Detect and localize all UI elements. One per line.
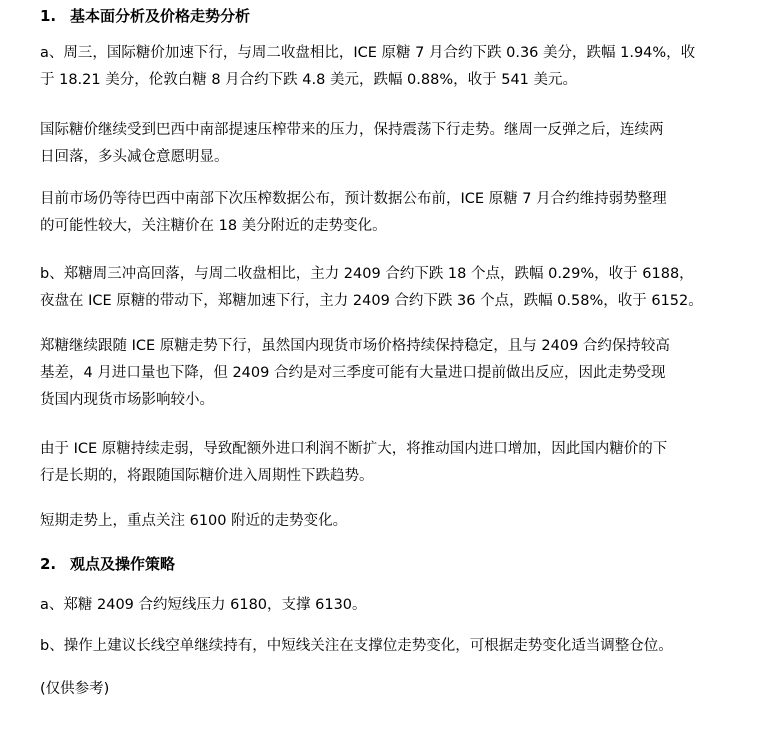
section-heading-1: [40, 4, 250, 28]
section-heading-2: [40, 552, 175, 576]
text-line: 基差，4 月进口量也下降，但 2409 合约是对三季度可能有大量进口提前做出反应，因此走势受现: [40, 365, 666, 381]
paragraph-short-term: [40, 508, 730, 535]
section-title: 基本面分析及价格走势分析: [70, 7, 251, 25]
text-line: 夜盘在 ICE 原糖的带动下，郑糖加速下行，主力 2409 合约下跌 36 个点，跌幅 0.58%，收于 6152。: [40, 293, 703, 309]
paragraph-ice-sugar-summary: [40, 40, 730, 94]
text-line: 郑糖继续跟随 ICE 原糖走势下行，虽然国内现货市场价格持续保持稳定，且与 2409 合约保持较高: [40, 338, 670, 354]
paragraph-domestic-basis: [40, 333, 730, 414]
paragraph-market-outlook: [40, 186, 730, 240]
paragraph-zhengzhou-sugar: [40, 261, 730, 315]
text-line: b、郑糖周三冲高回落，与周二收盘相比，主力 2409 合约下跌 18 个点，跌幅 0.29%，收于 6188，: [40, 266, 694, 282]
text-line: 行是长期的，将跟随国际糖价进入周期性下跌趋势。: [40, 468, 374, 484]
text-line: a、周三，国际糖价加速下行，与周二收盘相比，ICE 原糖 7 月合约下跌 0.36 美分，跌幅 1.94%，收: [40, 45, 696, 61]
text-line: 货国内现货市场影响较小。: [40, 392, 214, 408]
paragraph-strategy-a: [40, 592, 730, 619]
text-line: 国际糖价继续受到巴西中南部提速压榨带来的压力，保持震荡下行走势。继周一反弹之后，连续两: [40, 122, 664, 138]
text-line: 短期走势上，重点关注 6100 附近的走势变化。: [40, 513, 348, 529]
text-line: 目前市场仍等待巴西中南部下次压榨数据公布，预计数据公布前，ICE 原糖 7 月合约维持弱势整理: [40, 191, 667, 207]
section-number: 1.: [40, 7, 57, 25]
paragraph-import-profit: [40, 436, 730, 490]
text-line: a、郑糖 2409 合约短线压力 6180，支撑 6130。: [40, 597, 367, 613]
paragraph-strategy-b: [40, 633, 730, 660]
section-title: 观点及操作策略: [70, 555, 176, 573]
text-line: 的可能性较大，关注糖价在 18 美分附近的走势变化。: [40, 218, 387, 234]
text-line: 由于 ICE 原糖持续走弱，导致配额外进口利润不断扩大，将推动国内进口增加，因此国内糖价的下: [40, 441, 668, 457]
text-line: b、操作上建议长线空单继续持有，中短线关注在支撑位走势变化，可根据走势变化适当调整仓位。: [40, 638, 673, 654]
text-line: 日回落，多头减仓意愿明显。: [40, 149, 229, 165]
text-line: 于 18.21 美分，伦敦白糖 8 月合约下跌 4.8 美元，跌幅 0.88%，收于 541 美元。: [40, 72, 578, 88]
paragraph-brazil-pressure: [40, 117, 730, 171]
section-number: 2.: [40, 555, 57, 573]
text-line: (仅供参考): [40, 681, 110, 697]
disclaimer: [40, 676, 730, 703]
